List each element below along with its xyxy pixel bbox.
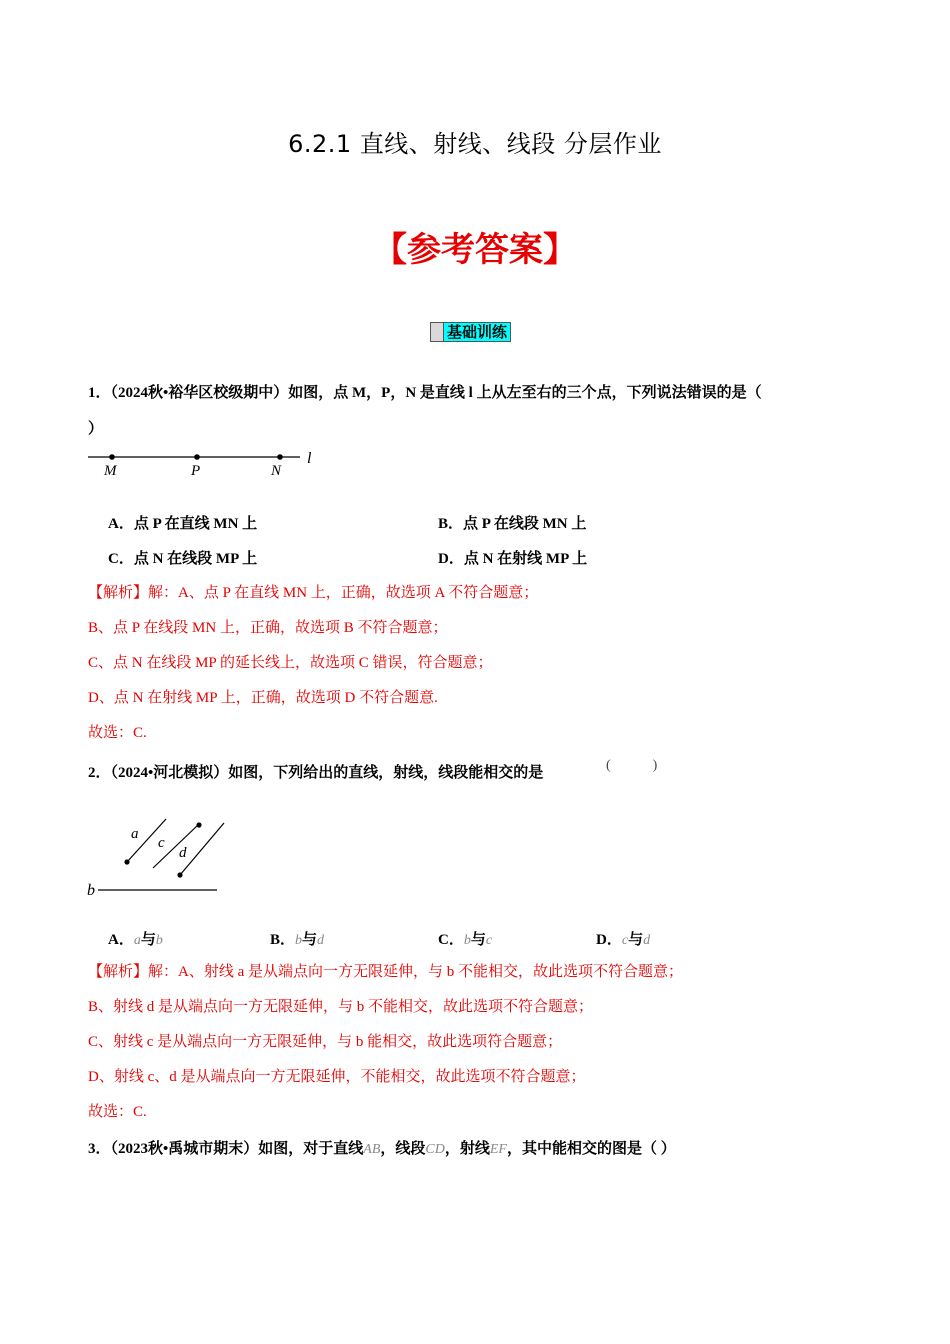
q3-stem-part2: ，线段 xyxy=(380,1141,426,1157)
q1-explanation-1: 【解析】解：A、点 P 在直线 MN 上，正确，故选项 A 不符合题意； xyxy=(88,585,539,601)
q3-stem-part1: 3．（2023秋•禹城市期末）如图，对于直线 xyxy=(88,1141,364,1157)
label-p: P xyxy=(191,463,201,479)
q2-option-b-x: b xyxy=(295,933,303,948)
q2-answer-paren: ( ) xyxy=(606,758,658,773)
q2-option-d-x: c xyxy=(621,933,629,948)
q1-option-d: D．点 N 在射线 MP 上 xyxy=(438,551,588,567)
q3-stem-part4: ，其中能相交的图是（ ） xyxy=(506,1141,676,1157)
q3-ray-ef: EF xyxy=(489,1142,507,1157)
point-p xyxy=(194,454,200,460)
ray-d-endpoint xyxy=(177,872,182,877)
q1-stem-line1: 1．（2024秋•裕华区校级期中）如图，点 M，P，N 是直线 l 上从左至右的三个点，下列说法错误的是（ xyxy=(88,385,762,401)
q2-option-c-x: b xyxy=(463,933,471,948)
section-marker xyxy=(430,322,444,342)
q2-option-a-prefix: A． xyxy=(108,932,134,948)
q2-option-d-y: d xyxy=(643,933,651,948)
answer-title: 【参考答案】 xyxy=(373,230,577,270)
q2-option-d-mid: 与 xyxy=(628,932,644,948)
q1-figure xyxy=(86,446,326,482)
section-label: 基础训练 xyxy=(444,322,511,342)
q2-option-d xyxy=(596,928,650,949)
q2-explanation-3: C、射线 c 是从端点向一方无限延伸，与 b 能相交，故此选项符合题意； xyxy=(88,1034,563,1050)
q3-segment-cd: CD xyxy=(425,1142,445,1157)
q2-option-b xyxy=(270,928,324,949)
ray-c-endpoint xyxy=(196,822,201,827)
q2-option-c xyxy=(438,928,492,949)
q2-option-b-prefix: B． xyxy=(270,932,296,948)
q1-option-b: B．点 P 在线段 MN 上 xyxy=(438,516,587,532)
q1-explanation-2: B、点 P 在线段 MN 上，正确，故选项 B 不符合题意； xyxy=(88,620,448,636)
q2-explanation-1: 【解析】解：A、射线 a 是从端点向一方无限延伸，与 b 不能相交，故此选项不符合题意； xyxy=(88,964,683,980)
page-title: 6.2.1 直线、射线、线段 分层作业 xyxy=(288,130,662,158)
q3-line-ab: AB xyxy=(363,1142,381,1157)
q2-option-c-mid: 与 xyxy=(470,932,486,948)
q3-stem xyxy=(88,1139,676,1160)
q2-option-b-y: d xyxy=(317,933,325,948)
label-a: a xyxy=(131,826,139,842)
q2-figure xyxy=(84,815,234,900)
q2-option-a xyxy=(108,928,163,949)
ray-a-endpoint xyxy=(124,859,129,864)
q2-option-d-prefix: D． xyxy=(596,932,622,948)
q1-stem-line2: ） xyxy=(88,421,104,437)
label-m: M xyxy=(104,463,117,479)
q2-option-c-prefix: C． xyxy=(438,932,464,948)
q1-option-c: C．点 N 在线段 MP 上 xyxy=(108,551,258,567)
label-n: N xyxy=(271,463,282,479)
q2-answer: 故选：C. xyxy=(88,1104,147,1120)
q2-explanation-2: B、射线 d 是从端点向一方无限延伸，与 b 不能相交，故此选项不符合题意； xyxy=(88,999,594,1015)
q1-explanation-3: C、点 N 在线段 MP 的延长线上，故选项 C 错误，符合题意； xyxy=(88,655,493,671)
q2-option-a-x: a xyxy=(133,933,141,948)
q2-option-b-mid: 与 xyxy=(302,932,318,948)
label-d: d xyxy=(179,845,187,861)
q2-stem: 2．（2024•河北模拟）如图，下列给出的直线，射线，线段能相交的是 xyxy=(88,765,544,781)
q2-option-a-mid: 与 xyxy=(140,932,156,948)
q1-option-a: A．点 P 在直线 MN 上 xyxy=(108,516,258,532)
ray-d xyxy=(180,823,224,875)
q2-option-a-y: b xyxy=(155,933,163,948)
q1-answer: 故选：C. xyxy=(88,725,147,741)
label-c: c xyxy=(158,835,165,851)
q2-explanation-4: D、射线 c、d 是从端点向一方无限延伸，不能相交，故此选项不符合题意； xyxy=(88,1069,586,1085)
label-b: b xyxy=(87,882,95,899)
point-m xyxy=(109,454,115,460)
q1-explanation-4: D、点 N 在射线 MP 上，正确，故选项 D 不符合题意. xyxy=(88,690,438,706)
section-header xyxy=(430,321,511,343)
label-l: l xyxy=(307,450,312,467)
q2-option-c-y: c xyxy=(485,933,493,948)
q3-stem-part3: ，射线 xyxy=(444,1141,490,1157)
point-n xyxy=(277,454,283,460)
